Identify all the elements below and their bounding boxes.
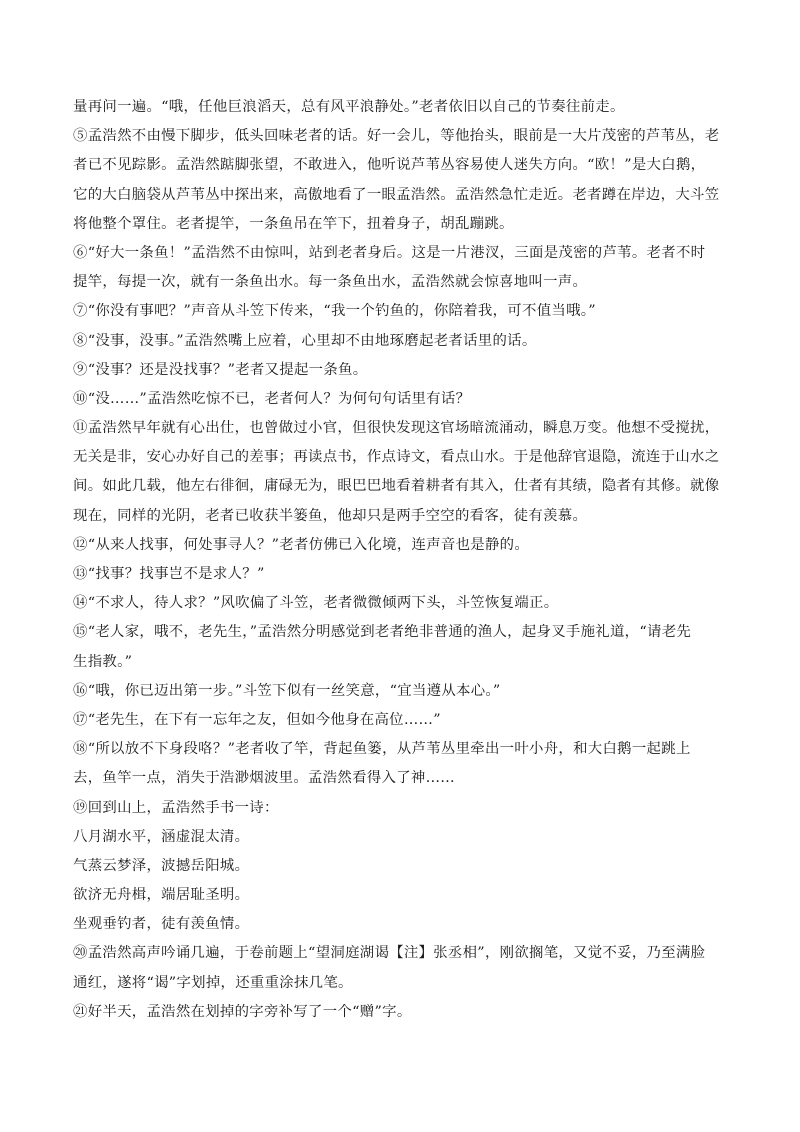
text-line: 间。如此几载，他左右徘徊，庸碌无为，眼巴巴地看着耕者有其入，仕者有其绩，隐者有其修。就像 — [73, 478, 720, 495]
text-line: ⑭“不求人，待人求？”风吹偏了斗笠，老者微微倾两下头，斗笠恢复端正。 — [73, 595, 559, 612]
text-line: ⑫“从来人找事，何处事寻人？”老者仿佛已入化境，连声音也是静的。 — [73, 536, 530, 553]
poem-line: 气蒸云梦泽，波撼岳阳城。 — [73, 857, 250, 874]
poem-line: 八月湖水平，涵虚混太清。 — [73, 828, 250, 845]
text-line: ⑦“你没有事吧？”声音从斗笠下传来，“我一个钓鱼的，你陪着我，可不值当哦。” — [73, 303, 596, 320]
text-line: 去，鱼竿一点，消失于浩渺烟波里。孟浩然看得入了神…… — [73, 770, 455, 787]
text-line: ⑤孟浩然不由慢下脚步，低头回味老者的话。好一会儿，等他抬头，眼前是一大片茂密的芦苇丛，老 — [73, 128, 720, 145]
text-line: ⑨“没事？还是没找事？”老者又提起一条鱼。 — [73, 361, 368, 378]
text-line: ⑥“好大一条鱼！”孟浩然不由惊叫，站到老者身后。这是一片港汊，三面是茂密的芦苇。老者不时 — [73, 244, 706, 261]
text-line: 它的大白脑袋从芦苇丛中探出来，高傲地看了一眼孟浩然。孟浩然急忙走近。老者蹲在岸边，大斗笠 — [73, 186, 720, 203]
text-line: 者已不见踪影。孟浩然踮脚张望，不敢进入，他听说芦苇丛容易使人迷失方向。“欧！”是大白鹅， — [73, 157, 706, 174]
text-line: 量再问一遍。“哦，任他巨浪滔天，总有风平浪静处。”老者依旧以自己的节奏往前走。 — [73, 99, 625, 115]
text-line: ⑰“老先生，在下有一忘年之友，但如今他身在高位……” — [73, 711, 441, 728]
text-line: ⑲回到山上，孟浩然手书一诗： — [73, 799, 279, 816]
text-line: 生指教。” — [73, 653, 133, 670]
text-line: ⑯“哦，你已迈出第一步。”斗笠下似有一丝笑意，“宜当遵从本心。” — [73, 682, 501, 699]
text-line: ⑧“没事，没事。”孟浩然嘴上应着，心里却不由地琢磨起老者话里的话。 — [73, 332, 537, 349]
poem-line: 欲济无舟楫，端居耻圣明。 — [73, 887, 250, 904]
text-line: 无关是非，安心办好自己的差事；再读点书，作点诗文，看点山水。于是他辞官退隐，流连于山水之 — [73, 449, 720, 466]
text-line: 现在，同样的光阴，老者已收获半篓鱼，他却只是两手空空的看客，徒有羡慕。 — [73, 507, 588, 524]
text-line: ⑮“老人家，哦不，老先生，”孟浩然分明感觉到老者绝非普通的渔人，起身叉手施礼道，“请老先 — [73, 624, 692, 641]
text-line: ⑳孟浩然高声吟诵几遍，于卷前题上“望洞庭湖谒【注】张丞相”，刚欲搁笔，又觉不妥，乃至满脸 — [73, 945, 706, 962]
text-line: ⑬“找事？找事岂不是求人？” — [73, 566, 265, 582]
text-line: 提竿，每提一次，就有一条鱼出水。每一条鱼出水，孟浩然就会惊喜地叫一声。 — [73, 274, 588, 291]
text-line: ⑩“没……”孟浩然吃惊不已，老者何人？为何句句话里有话？ — [73, 390, 471, 407]
text-line: 通红，遂将“谒”字划掉，还重重涂抹几笔。 — [73, 974, 353, 991]
poem-line: 坐观垂钓者，徒有羡鱼情。 — [73, 916, 250, 933]
document-page — [73, 93, 735, 1027]
text-line: ㉑好半天，孟浩然在划掉的字旁补写了一个“赠”字。 — [73, 1003, 412, 1020]
text-line: ⑱“所以放不下身段咯？”老者收了竿，背起鱼篓，从芦苇丛里牵出一叶小舟，和大白鹅一起跳上 — [73, 741, 691, 758]
text-line: ⑪孟浩然早年就有心出仕，也曾做过小官，但很快发现这官场暗流涌动，瞬息万变。他想不受搅扰， — [73, 420, 720, 437]
text-line: 将他整个罩住。老者提竿，一条鱼吊在竿下，扭着身子，胡乱蹦跳。 — [73, 215, 514, 232]
